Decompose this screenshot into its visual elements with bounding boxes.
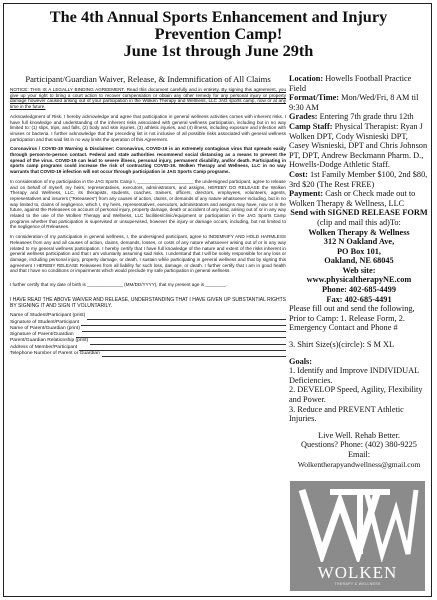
goal-item: 1. Identify and Improve INDIVIDUAL Deficiencies. bbox=[289, 366, 419, 385]
info-cost: Cost: 1st Family Member $100, 2nd $80, 3rd $20 (The Rest FREE) bbox=[289, 169, 428, 189]
info-payment: Payment: Cash or Check made out to Wolken Therapy & Wellness, LLC bbox=[289, 189, 416, 208]
mail-line: Web site: bbox=[342, 265, 376, 275]
mail-line: Oakland, NE 68045 bbox=[324, 256, 394, 266]
info-location: Location: Howells Football Practice Field bbox=[289, 74, 412, 93]
sig-label: Address of Member/Participant bbox=[10, 344, 78, 350]
waiver-covid: Coronavirus / COVID-19 Warning & Disclaimer: Coronavirus, COVID-19 is an extremely contagious virus that spreads easily through person-to-person contact. Federal and state authorities recommend social distancing as a means to prevent the spread of the virus. COVID-19 can lead to severe illness, personal injury, permanent disability, and/or death. Participating in sports camp programs could increase the risk of contracting COVID-19. Wolken Therapy and Wellness, LLC in no way warrants that COVID-19 infection will not occur through participation in JAG Sports Camp programs. bbox=[10, 146, 286, 175]
logo-subtitle: THERAPY & WELLNESS bbox=[334, 582, 381, 586]
title-line-2: Prevention Camp! bbox=[154, 24, 283, 43]
sig-line-telephone[interactable] bbox=[10, 351, 286, 357]
shirt-size: 3. Shirt Size(s)(circle): S M XL bbox=[289, 340, 395, 350]
waiver-acknowledgment: Acknowledgment of Risk. I hereby acknowledge and agree that participation in general wellness activities comes with inherent risks. I have full knowledge and understanding of the inherent risks associated with general wellness participation, including but in no way limited to: (1) slips, trips, and falls, (2) body and skin injuries, (3) athletic injuries, and (4) illness, including exposure and infection with viruses or bacteria. I further acknowledge that the preceding list is not inclusive of all possible risks associated with general wellness participation and that said list in no way limits the operation of this Agreement. bbox=[10, 113, 286, 142]
sig-label: Signature of Parent/Guardian bbox=[10, 332, 74, 338]
goals-label: Goals: bbox=[289, 356, 313, 366]
flyer-title bbox=[4, 8, 433, 59]
info-staff: Camp Staff: Physical Therapist: Ryan J Wolken DPT, Cody Wisnieski DPT, Casey Wisnieski, DPT and Chris Johnson PT, DPT, Andrew Beckmann Pharm. D., Howells-Dodge Athletic Staff. bbox=[289, 121, 428, 170]
mail-to-block bbox=[289, 208, 429, 304]
questions-phone: Questions? Phone: (402) 380-9225 bbox=[301, 440, 417, 450]
mail-line: PO Box 101, bbox=[336, 246, 382, 256]
flyer-page bbox=[3, 3, 432, 597]
info-grades: Grades: Entering 7th grade thru 12th bbox=[289, 112, 414, 122]
website-link[interactable]: www.physicaltherapyNE.com bbox=[306, 275, 412, 285]
mail-line: (clip and mail this ad)To: bbox=[317, 217, 401, 227]
wolken-logo bbox=[290, 481, 425, 591]
waiver-certify: I further certify that my date of birth is ______________ (MM/DD/YYYY), that my present age is ________. bbox=[10, 282, 228, 288]
sig-label: Name of Student/Participant (print) bbox=[10, 313, 86, 319]
mail-line: Wolken Therapy & Wellness bbox=[308, 227, 410, 237]
info-format: Format/Time: Mon/Wed/Fri, 8 AM til 9:30 AM bbox=[289, 93, 419, 112]
sig-label: Parent/Guardian Relationship (print) bbox=[10, 338, 89, 344]
closing-block bbox=[289, 431, 429, 469]
mail-line: Send with SIGNED RELEASE FORM bbox=[290, 208, 428, 218]
sig-label: Name of Parent/Guardian (print) bbox=[10, 325, 80, 331]
goal-item: 2. DEVELOP Speed, Agility, Flexibility and Power. bbox=[289, 385, 423, 404]
tagline: Live Well. Rehab Better. bbox=[318, 430, 400, 440]
title-line-1: The 4th Annual Sports Enhancement and Injury bbox=[49, 7, 388, 26]
sig-label: Telephone Number of Parent or Guardian bbox=[10, 350, 100, 356]
logo-wordmark: WOLKEN bbox=[317, 563, 398, 582]
waiver-consideration: In consideration of my participation in the JAG Sports Camp I, ______________________ the undersigned participant, agree to release and on behalf of myself, my heirs, representatives, executors, administrators, and assigns, HEREBY DO RELEASE the Wolken Therapy and Wellness, LLC, its therapists, students, coaches, trainers, officers, directors, employees, volunteers, agents, representatives and insurers ("Releasees") from any causes of action, claims, or demands of any nature whatsoever including, but in no way limited to, claims of negligence, which I, my heirs, representatives, executors, administrators and assigns may have, now or in the future, against the Releasees on account of personal injury, property damage, death or accident of any kind, arising out of or in any way related to the use of the Wolken Therapy and Wellness, LLC facilities/clinic/equipment or participation in the JAG Sports Camp programs whether that participation is supervised or unsupervised, however the injury or damage occurs, including, but not limited to the negligence of Releasees. bbox=[10, 178, 286, 230]
goal-item: 3. Reduce and PREVENT Athletic Injuries. bbox=[289, 404, 404, 424]
fax-number: Fax: 402-685-4491 bbox=[326, 294, 392, 304]
email-label: Email: bbox=[347, 449, 371, 459]
title-line-3: June 1st through June 29th bbox=[123, 41, 314, 60]
waiver-title: Participant/Guardian Waiver, Release, & Indemnification of All Claims bbox=[25, 74, 271, 84]
mail-line: 312 N Oakland Ave, bbox=[323, 237, 395, 247]
sig-label: Signature of Student/Participant bbox=[10, 319, 80, 325]
waiver-notice: NOTICE: THIS IS A LEGALLY BINDING AGREEMENT. Read this document carefully and in entirety. By signing this agreement, you give up your right to bring a court action to recover compensation or obtain any other remedy for any personal injury or property damage however caused arising out of your participation in the Wolken Therapy and Wellness, LLC JAG sports camp, now or at any time in the future. bbox=[10, 87, 286, 110]
prior-to-camp: Please fill out and send the following, Prior to Camp: 1. Release Form, 2. Emergency Contact and Phone # bbox=[289, 304, 415, 333]
waiver-indemnify: In consideration of my participation in general wellness, I, the undersigned participant, agree to INDEMNIFY AND HOLD HARMLESS Releasees from any and all causes of action, claims, demands, losses, or costs of any nature whatsoever arising out of or in any way related to my general wellness participation. I hereby certify that I have full knowledge of the nature and extent of the risks inherent in general wellness participation and that I am voluntarily assuming said risks. I understand that I will be solely responsible for any loss or damage, including personal injury, property damage, or death, I sustain while participating in general wellness and that by signing this agreement I HEREBY RELEASE Releasees from all liability for such loss, damage, or death. I further certify that I am in good health and that I have no conditions or impairments which would preclude my safe participation in general wellness. bbox=[10, 234, 286, 274]
info-column bbox=[289, 74, 429, 469]
signature-block bbox=[10, 313, 286, 357]
phone-number: Phone: 402-685-4499 bbox=[322, 285, 396, 295]
waiver-statement: I HAVE READ THE ABOVE WAIVER AND RELEASE, UNDERSTANDING THAT I HAVE GIVEN UP SUBSTANTIAL RIGHTS BY SIGNING IT AND SIGN IT VOLUNTARILY. bbox=[10, 296, 286, 309]
waiver-column bbox=[10, 74, 286, 357]
email-address[interactable]: Wolkentherapyandwellness@gmail.com bbox=[297, 459, 421, 469]
wtw-monogram-icon bbox=[296, 484, 419, 562]
